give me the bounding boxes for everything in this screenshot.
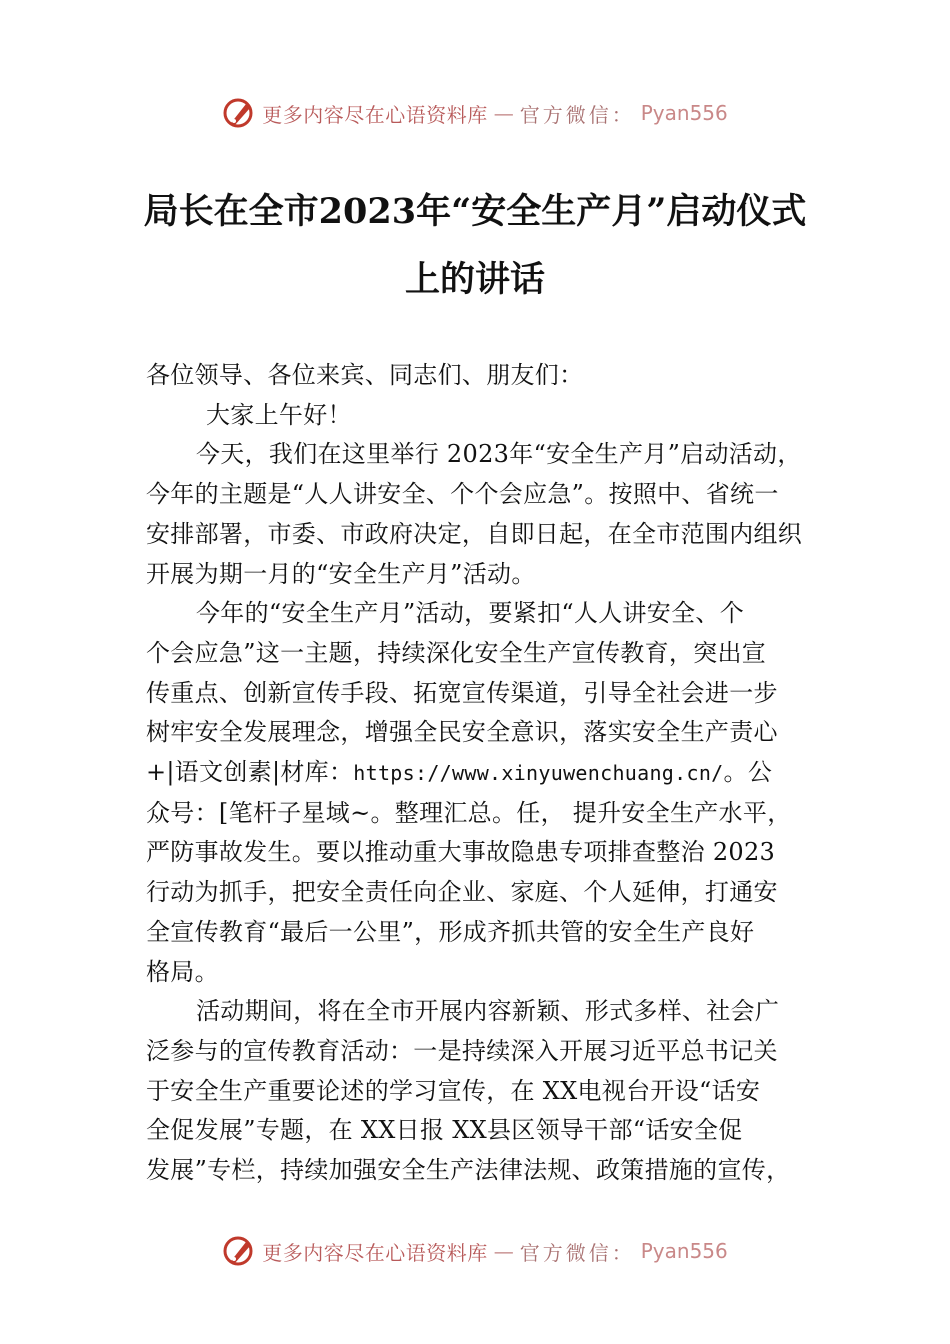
pen-nib-icon — [222, 96, 256, 130]
wechat-id: Pyan556 — [640, 101, 728, 125]
mixed-suffix: 。公 — [723, 758, 773, 787]
dash: — — [493, 101, 514, 125]
title-line-2: 上的讲话 — [404, 259, 545, 300]
header-watermark — [0, 96, 950, 130]
body-line: 行动为抓手，把安全责任向企业、家庭、个人延伸，打通安 — [146, 878, 778, 907]
body-line: 全促发展”专题，在 XX日报 XX县区领导干部“话安全促 — [146, 1116, 743, 1145]
body-line: 发展”专栏，持续加强安全生产法律法规、政策措施的宣传， — [146, 1156, 791, 1185]
document-title — [100, 178, 850, 314]
body-line: 今年的主题是“人人讲安全、个个会应急”。按照中、省统一 — [146, 480, 779, 509]
source-url: https://www.xinyuwenchuang.cn/ — [353, 761, 724, 786]
pen-nib-icon — [222, 1234, 256, 1268]
body-line: 于安全生产重要论述的学习宣传，在 XX电视台开设“话安 — [146, 1076, 761, 1105]
wechat-label: 官方微信： — [519, 1240, 635, 1265]
body-line: 活动期间，将在全市开展内容新颖、形式多样、社会广 — [196, 997, 780, 1026]
mixed-prefix: +|语文创素|材库： — [146, 758, 354, 787]
dash: — — [493, 1239, 514, 1263]
body-line: 今天，我们在这里举行 2023年“安全生产月”启动活动， — [196, 440, 802, 469]
brand-text: 更多内容尽在心语资料库 — [262, 1240, 488, 1265]
body-line: 树牢安全发展理念，增强全民安全意识，落实安全生产责心 — [146, 718, 778, 747]
title-line-1: 局长在全市2023年“安全生产月”启动仪式 — [143, 191, 807, 232]
brand-text: 更多内容尽在心语资料库 — [262, 102, 488, 127]
greeting: 大家上午好！ — [206, 400, 352, 429]
salutation: 各位领导、各位来宾、同志们、朋友们： — [146, 361, 584, 389]
body-line: 严防事故发生。要以推动重大事故隐患专项排查整治 2023 — [146, 838, 776, 867]
document-body — [146, 356, 826, 1191]
body-line-mixed — [146, 753, 826, 794]
wechat-id: Pyan556 — [640, 1239, 728, 1263]
body-line: 格局。 — [146, 957, 219, 986]
footer-watermark — [0, 1234, 950, 1268]
body-line: 个会应急”这一主题，持续深化安全生产宣传教育，突出宣 — [146, 638, 767, 667]
body-line: 泛参与的宣传教育活动：一是持续深入开展习近平总书记关 — [146, 1036, 778, 1065]
body-line: 安排部署，市委、市政府决定，自即日起，在全市范围内组织 — [146, 519, 803, 548]
body-line: 众号：[笔杆子星域~。整理汇总。任， 提升安全生产水平， — [146, 798, 792, 827]
body-line: 传重点、创新宣传手段、拓宽宣传渠道，引导全社会进一步 — [146, 678, 778, 707]
body-line: 全宣传教育“最后一公里”，形成齐抓共管的安全生产良好 — [146, 917, 755, 946]
body-line: 开展为期一月的“安全生产月”活动。 — [146, 559, 536, 588]
body-line: 今年的“安全生产月”活动，要紧扣“人人讲安全、个 — [196, 599, 745, 628]
wechat-label: 官方微信： — [519, 102, 635, 127]
